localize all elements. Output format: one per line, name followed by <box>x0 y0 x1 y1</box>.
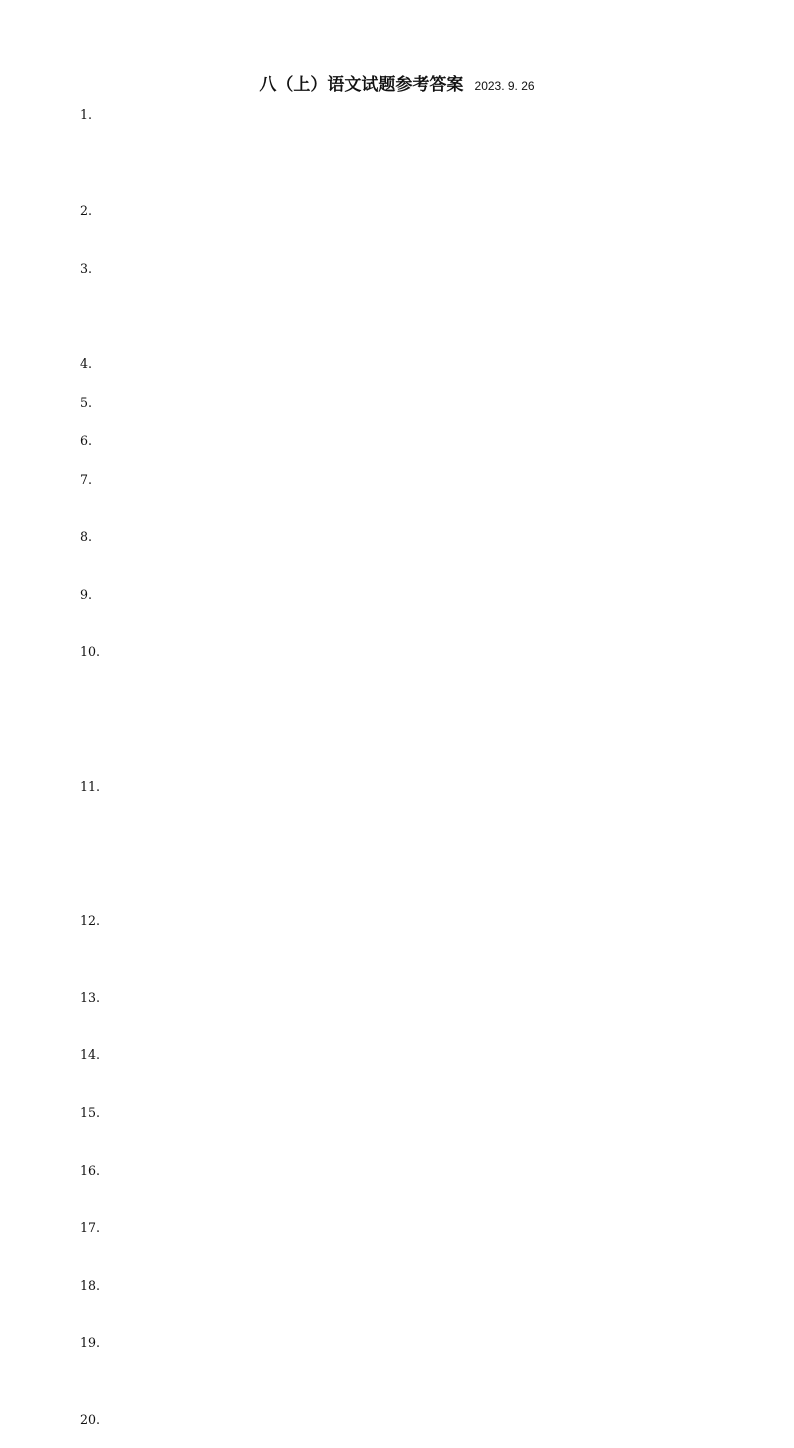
item-number: 3. <box>80 260 93 276</box>
item-number: 2. <box>80 202 93 218</box>
item-number: 20. <box>80 1412 101 1428</box>
answer-line <box>80 182 714 201</box>
answer-item <box>80 527 714 585</box>
answer-line <box>80 1314 714 1333</box>
answer-line <box>80 450 714 469</box>
answer-line <box>80 1295 714 1314</box>
answer-line <box>80 700 714 719</box>
answer-line <box>80 1237 714 1256</box>
item-number: 8. <box>80 529 93 545</box>
item-number: 19. <box>80 1335 101 1351</box>
page-title <box>80 74 714 97</box>
answer-item <box>80 470 714 528</box>
answer-item <box>80 201 714 259</box>
answer-item <box>80 1103 714 1161</box>
answer-line <box>80 662 714 681</box>
item-number: 17. <box>80 1220 101 1236</box>
answer-line <box>80 1122 714 1141</box>
answer-line <box>80 335 714 354</box>
answer-line <box>80 1065 714 1084</box>
answer-item <box>80 354 714 392</box>
answer-line <box>80 1084 714 1103</box>
answer-line <box>80 239 714 258</box>
answer-line <box>80 853 714 872</box>
answer-item <box>80 911 714 988</box>
item-number: 1. <box>80 107 93 122</box>
answer-item <box>80 259 714 355</box>
answer-line <box>80 1352 714 1371</box>
answer-line <box>80 1391 714 1410</box>
answer-line <box>80 163 714 182</box>
answer-line <box>80 834 714 853</box>
answer-line <box>80 969 714 988</box>
answer-line <box>80 220 714 239</box>
answer-line <box>80 873 714 892</box>
answer-line <box>80 1026 714 1045</box>
answer-item <box>80 1218 714 1276</box>
answer-line <box>80 604 714 623</box>
answer-item <box>80 1333 714 1410</box>
item-number: 11. <box>80 778 101 794</box>
answer-line <box>80 738 714 757</box>
answer-line <box>80 892 714 911</box>
answer-key-page <box>80 74 714 1448</box>
item-number: 13. <box>80 989 101 1005</box>
item-number: 16. <box>80 1162 101 1178</box>
document-date: 2023. 9. 26 <box>474 79 535 93</box>
item-number: 9. <box>80 586 93 602</box>
answer-line <box>80 508 714 527</box>
answer-item <box>80 777 714 911</box>
answer-line <box>80 681 714 700</box>
item-number: 15. <box>80 1104 101 1120</box>
document-title: 八（上）语文试题参考答案 <box>259 75 464 95</box>
answer-item <box>80 1410 714 1448</box>
answer-item <box>80 585 714 643</box>
answer-line <box>80 1257 714 1276</box>
item-number: 4. <box>80 356 93 372</box>
item-number: 6. <box>80 433 93 449</box>
answer-line <box>80 546 714 565</box>
answer-line <box>80 566 714 585</box>
item-number: 7. <box>80 471 93 487</box>
answer-line <box>80 412 714 431</box>
answer-item <box>80 1276 714 1334</box>
answer-line <box>80 1141 714 1160</box>
answer-item <box>80 642 714 776</box>
answer-line <box>80 1007 714 1026</box>
answer-item <box>80 1045 714 1103</box>
answer-item <box>80 1161 714 1219</box>
answer-line <box>80 297 714 316</box>
answer-item <box>80 105 714 201</box>
answer-line <box>80 1180 714 1199</box>
answer-line <box>80 489 714 508</box>
answer-line <box>80 719 714 738</box>
item-number: 18. <box>80 1277 101 1293</box>
answer-line <box>80 143 714 162</box>
answer-item <box>80 988 714 1046</box>
answer-list <box>80 105 714 1448</box>
answer-line <box>80 316 714 335</box>
answer-line <box>80 758 714 777</box>
answer-line <box>80 930 714 949</box>
answer-line <box>80 278 714 297</box>
answer-line <box>80 796 714 815</box>
item-number: 14. <box>80 1047 101 1063</box>
answer-line <box>80 124 714 143</box>
answer-item <box>80 393 714 431</box>
answer-line <box>80 623 714 642</box>
answer-item <box>80 431 714 469</box>
answer-line <box>80 1372 714 1391</box>
answer-line <box>80 1199 714 1218</box>
answer-line <box>80 815 714 834</box>
item-number: 5. <box>80 394 93 410</box>
answer-line <box>80 1429 714 1448</box>
item-number: 10. <box>80 644 101 660</box>
answer-line <box>80 374 714 393</box>
answer-line <box>80 949 714 968</box>
item-number: 12. <box>80 913 101 929</box>
